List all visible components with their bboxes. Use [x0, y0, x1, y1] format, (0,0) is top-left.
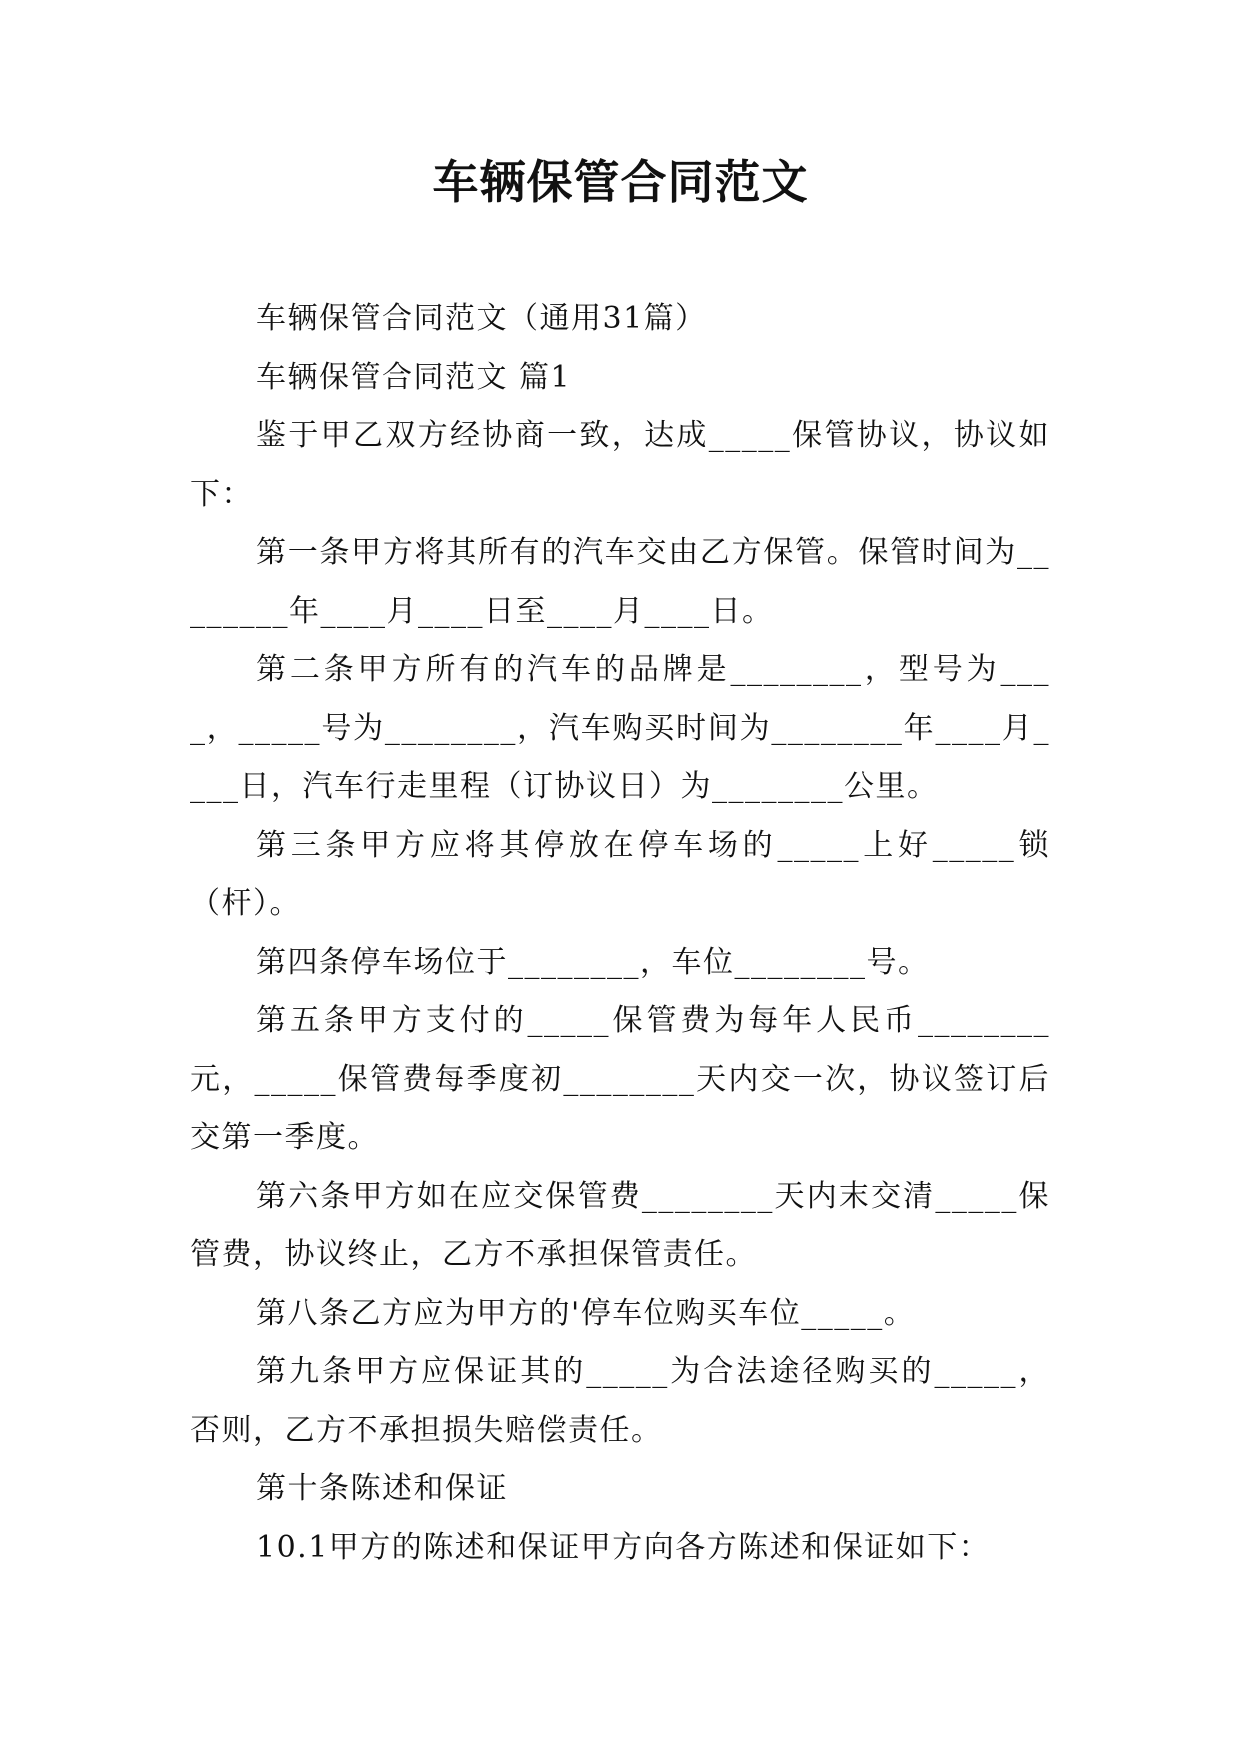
paragraph-preamble: 鉴于甲乙双方经协商一致，达成_____保管协议，协议如下： [190, 418, 1050, 512]
paragraph-article-9: 第九条甲方应保证其的_____为合法途径购买的_____，否则，乙方不承担损失赔偿责任。 [190, 1354, 1050, 1448]
paragraph-article-10: 第十条陈述和保证 [256, 1471, 508, 1506]
paragraph-article-3: 第三条甲方应将其停放在停车场的_____上好_____锁（杆）。 [190, 827, 1050, 921]
paragraph-article-10-1: 10.1甲方的陈述和保证甲方向各方陈述和保证如下： [256, 1529, 991, 1565]
paragraph-article-1: 第一条甲方将其所有的汽车交由乙方保管。保管时间为________年____月____日至____月____日。 [190, 535, 1050, 629]
paragraph-article-8: 第八条乙方应为甲方的'停车位购买车位_____。 [256, 1295, 916, 1331]
paragraph-article-6: 第六条甲方如在应交保管费________天内末交清_____保管费，协议终止，乙方不承担保管责任。 [190, 1178, 1050, 1272]
paragraph-article-2: 第二条甲方所有的汽车的品牌是________，型号为____，_____号为________，汽车购买时间为________年____月____日，汽车行走里程（订协议日）为________公里。 [190, 652, 1050, 804]
document-title: 车辆保管合同范文 [432, 155, 809, 209]
paragraph-article-4: 第四条停车场位于________，车位________号。 [256, 944, 930, 980]
document-subtitle: 车辆保管合同范文（通用31篇） [256, 301, 707, 336]
document-body [190, 290, 1050, 1577]
section-heading: 车辆保管合同范文 篇1 [256, 359, 572, 395]
paragraph-article-5: 第五条甲方支付的_____保管费为每年人民币________元，_____保管费每季度初________天内交一次，协议签订后交第一季度。 [190, 1003, 1050, 1155]
